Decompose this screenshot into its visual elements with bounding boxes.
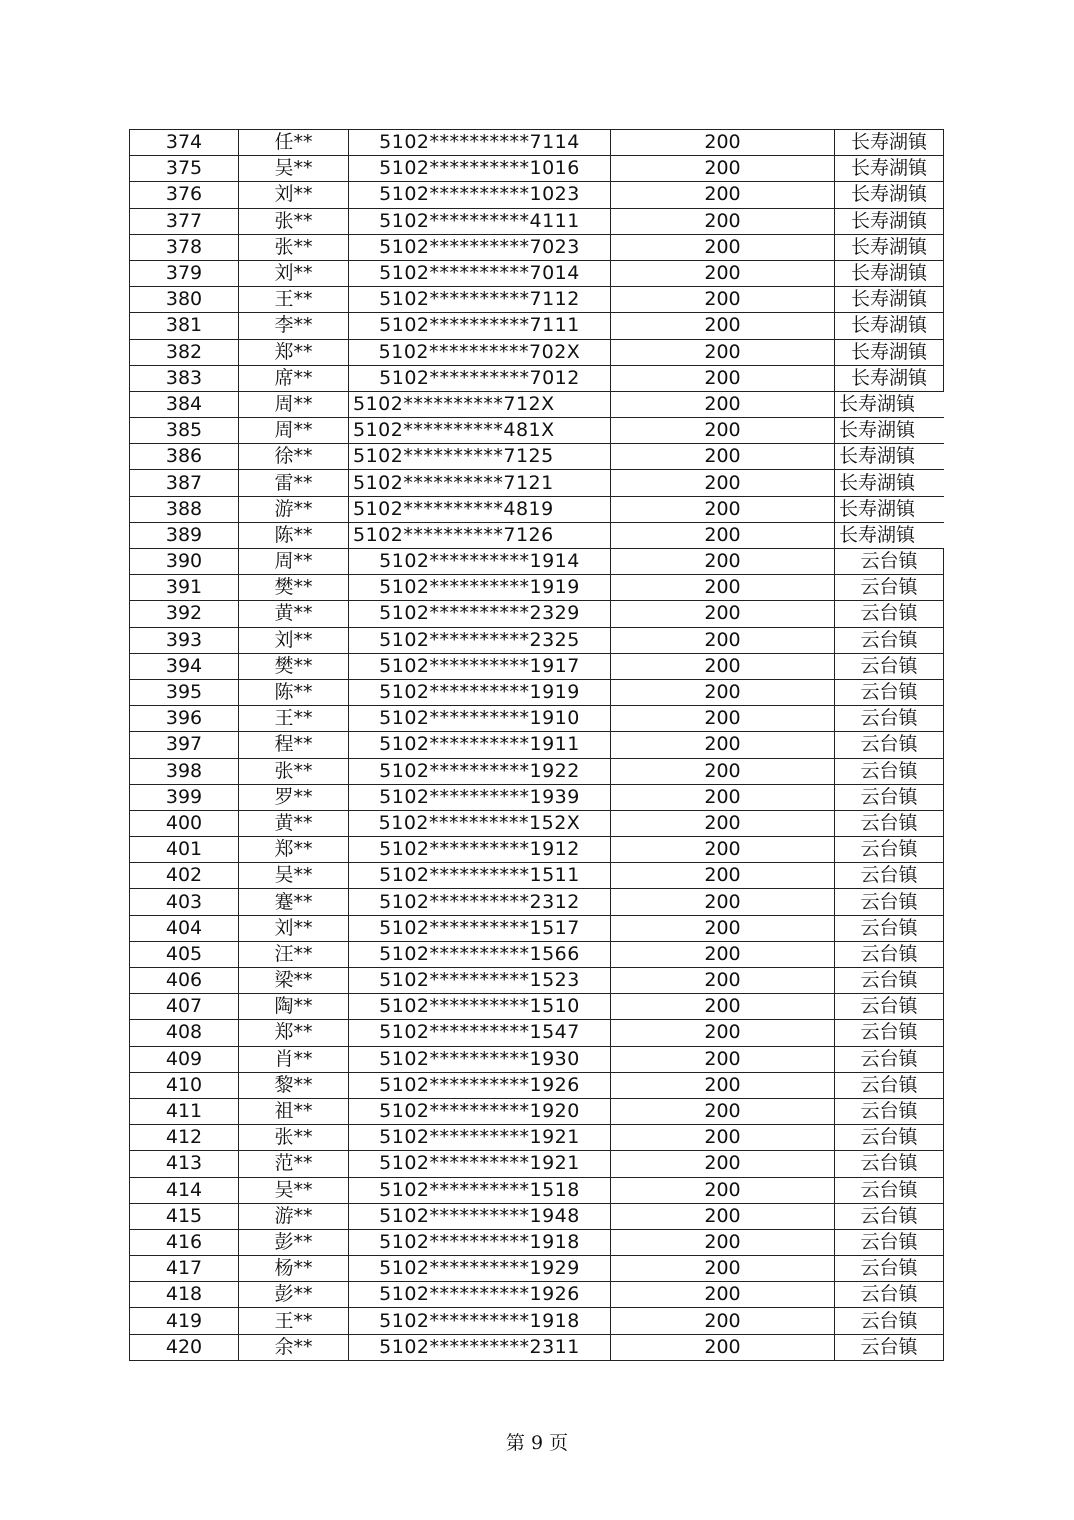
row-number-cell: 384 xyxy=(130,391,239,417)
town-cell: 云台镇 xyxy=(835,968,944,994)
amount-cell: 200 xyxy=(611,732,835,758)
id-number-cell: 5102**********7126 xyxy=(349,522,611,548)
table-row xyxy=(130,313,944,339)
town-cell: 云台镇 xyxy=(835,732,944,758)
amount-cell: 200 xyxy=(611,1229,835,1255)
row-number-cell: 390 xyxy=(130,549,239,575)
row-number-cell: 380 xyxy=(130,287,239,313)
id-number-cell: 5102**********2311 xyxy=(349,1334,611,1360)
row-number-cell: 417 xyxy=(130,1256,239,1282)
town-cell: 云台镇 xyxy=(835,627,944,653)
row-number-cell: 416 xyxy=(130,1229,239,1255)
id-number-cell: 5102**********1921 xyxy=(349,1151,611,1177)
name-cell: 郑** xyxy=(239,837,349,863)
id-number-cell: 5102**********702X xyxy=(349,339,611,365)
town-cell: 云台镇 xyxy=(835,810,944,836)
table-row xyxy=(130,679,944,705)
id-number-cell: 5102**********7121 xyxy=(349,470,611,496)
id-number-cell: 5102**********7125 xyxy=(349,444,611,470)
row-number-cell: 406 xyxy=(130,968,239,994)
town-cell: 云台镇 xyxy=(835,1203,944,1229)
name-cell: 张** xyxy=(239,758,349,784)
name-cell: 刘** xyxy=(239,915,349,941)
id-number-cell: 5102**********1929 xyxy=(349,1256,611,1282)
row-number-cell: 387 xyxy=(130,470,239,496)
row-number-cell: 415 xyxy=(130,1203,239,1229)
amount-cell: 200 xyxy=(611,784,835,810)
row-number-cell: 407 xyxy=(130,994,239,1020)
town-cell: 长寿湖镇 xyxy=(835,182,944,208)
name-cell: 蹇** xyxy=(239,889,349,915)
amount-cell: 200 xyxy=(611,968,835,994)
row-number-cell: 379 xyxy=(130,260,239,286)
table-row xyxy=(130,418,944,444)
town-cell: 云台镇 xyxy=(835,653,944,679)
name-cell: 刘** xyxy=(239,182,349,208)
table-row xyxy=(130,575,944,601)
table-row xyxy=(130,260,944,286)
row-number-cell: 398 xyxy=(130,758,239,784)
table-row xyxy=(130,522,944,548)
amount-cell: 200 xyxy=(611,1177,835,1203)
id-number-cell: 5102**********1566 xyxy=(349,941,611,967)
table-body xyxy=(130,130,944,1361)
table-row xyxy=(130,1151,944,1177)
row-number-cell: 401 xyxy=(130,837,239,863)
name-cell: 程** xyxy=(239,732,349,758)
amount-cell: 200 xyxy=(611,208,835,234)
town-cell: 云台镇 xyxy=(835,1334,944,1360)
table-row xyxy=(130,1282,944,1308)
amount-cell: 200 xyxy=(611,915,835,941)
row-number-cell: 409 xyxy=(130,1046,239,1072)
row-number-cell: 412 xyxy=(130,1125,239,1151)
town-cell: 长寿湖镇 xyxy=(835,496,944,522)
id-number-cell: 5102**********1919 xyxy=(349,679,611,705)
id-number-cell: 5102**********1523 xyxy=(349,968,611,994)
id-number-cell: 5102**********481X xyxy=(349,418,611,444)
name-cell: 刘** xyxy=(239,627,349,653)
name-cell: 陶** xyxy=(239,994,349,1020)
name-cell: 游** xyxy=(239,496,349,522)
amount-cell: 200 xyxy=(611,418,835,444)
id-number-cell: 5102**********1922 xyxy=(349,758,611,784)
town-cell: 云台镇 xyxy=(835,1282,944,1308)
name-cell: 李** xyxy=(239,313,349,339)
row-number-cell: 408 xyxy=(130,1020,239,1046)
town-cell: 长寿湖镇 xyxy=(835,234,944,260)
id-number-cell: 5102**********1926 xyxy=(349,1282,611,1308)
id-number-cell: 5102**********712X xyxy=(349,391,611,417)
amount-cell: 200 xyxy=(611,706,835,732)
town-cell: 云台镇 xyxy=(835,549,944,575)
amount-cell: 200 xyxy=(611,1282,835,1308)
name-cell: 祖** xyxy=(239,1098,349,1124)
amount-cell: 200 xyxy=(611,1308,835,1334)
table-row xyxy=(130,130,944,156)
amount-cell: 200 xyxy=(611,679,835,705)
table-row xyxy=(130,941,944,967)
amount-cell: 200 xyxy=(611,391,835,417)
row-number-cell: 376 xyxy=(130,182,239,208)
amount-cell: 200 xyxy=(611,260,835,286)
amount-cell: 200 xyxy=(611,1125,835,1151)
id-number-cell: 5102**********1920 xyxy=(349,1098,611,1124)
row-number-cell: 393 xyxy=(130,627,239,653)
id-number-cell: 5102**********1911 xyxy=(349,732,611,758)
amount-cell: 200 xyxy=(611,549,835,575)
name-cell: 周** xyxy=(239,391,349,417)
name-cell: 余** xyxy=(239,1334,349,1360)
name-cell: 郑** xyxy=(239,339,349,365)
town-cell: 长寿湖镇 xyxy=(835,470,944,496)
name-cell: 汪** xyxy=(239,941,349,967)
row-number-cell: 397 xyxy=(130,732,239,758)
town-cell: 云台镇 xyxy=(835,758,944,784)
row-number-cell: 411 xyxy=(130,1098,239,1124)
table-row xyxy=(130,1046,944,1072)
table-row xyxy=(130,1125,944,1151)
name-cell: 梁** xyxy=(239,968,349,994)
amount-cell: 200 xyxy=(611,313,835,339)
id-number-cell: 5102**********7111 xyxy=(349,313,611,339)
name-cell: 张** xyxy=(239,208,349,234)
name-cell: 任** xyxy=(239,130,349,156)
town-cell: 云台镇 xyxy=(835,601,944,627)
row-number-cell: 381 xyxy=(130,313,239,339)
row-number-cell: 383 xyxy=(130,365,239,391)
table-row xyxy=(130,287,944,313)
amount-cell: 200 xyxy=(611,601,835,627)
row-number-cell: 403 xyxy=(130,889,239,915)
row-number-cell: 413 xyxy=(130,1151,239,1177)
row-number-cell: 402 xyxy=(130,863,239,889)
name-cell: 张** xyxy=(239,234,349,260)
name-cell: 吴** xyxy=(239,863,349,889)
table-row xyxy=(130,810,944,836)
name-cell: 杨** xyxy=(239,1256,349,1282)
id-number-cell: 5102**********7023 xyxy=(349,234,611,260)
amount-cell: 200 xyxy=(611,941,835,967)
row-number-cell: 405 xyxy=(130,941,239,967)
name-cell: 吴** xyxy=(239,156,349,182)
amount-cell: 200 xyxy=(611,653,835,679)
table-row xyxy=(130,601,944,627)
id-number-cell: 5102**********152X xyxy=(349,810,611,836)
id-number-cell: 5102**********4819 xyxy=(349,496,611,522)
name-cell: 彭** xyxy=(239,1229,349,1255)
table-row xyxy=(130,1098,944,1124)
town-cell: 云台镇 xyxy=(835,679,944,705)
id-number-cell: 5102**********1914 xyxy=(349,549,611,575)
amount-cell: 200 xyxy=(611,130,835,156)
row-number-cell: 388 xyxy=(130,496,239,522)
town-cell: 长寿湖镇 xyxy=(835,339,944,365)
town-cell: 云台镇 xyxy=(835,863,944,889)
name-cell: 范** xyxy=(239,1151,349,1177)
amount-cell: 200 xyxy=(611,575,835,601)
id-number-cell: 5102**********4111 xyxy=(349,208,611,234)
town-cell: 云台镇 xyxy=(835,1125,944,1151)
name-cell: 雷** xyxy=(239,470,349,496)
town-cell: 长寿湖镇 xyxy=(835,522,944,548)
amount-cell: 200 xyxy=(611,287,835,313)
id-number-cell: 5102**********1921 xyxy=(349,1125,611,1151)
name-cell: 黄** xyxy=(239,810,349,836)
id-number-cell: 5102**********1926 xyxy=(349,1072,611,1098)
id-number-cell: 5102**********1511 xyxy=(349,863,611,889)
table-row xyxy=(130,496,944,522)
amount-cell: 200 xyxy=(611,444,835,470)
town-cell: 云台镇 xyxy=(835,1177,944,1203)
amount-cell: 200 xyxy=(611,182,835,208)
name-cell: 张** xyxy=(239,1125,349,1151)
town-cell: 云台镇 xyxy=(835,994,944,1020)
table-row xyxy=(130,1229,944,1255)
amount-cell: 200 xyxy=(611,1334,835,1360)
town-cell: 云台镇 xyxy=(835,1020,944,1046)
name-cell: 席** xyxy=(239,365,349,391)
id-number-cell: 5102**********1016 xyxy=(349,156,611,182)
town-cell: 长寿湖镇 xyxy=(835,444,944,470)
row-number-cell: 414 xyxy=(130,1177,239,1203)
id-number-cell: 5102**********7014 xyxy=(349,260,611,286)
amount-cell: 200 xyxy=(611,1072,835,1098)
amount-cell: 200 xyxy=(611,156,835,182)
row-number-cell: 420 xyxy=(130,1334,239,1360)
table-row xyxy=(130,994,944,1020)
town-cell: 云台镇 xyxy=(835,837,944,863)
row-number-cell: 418 xyxy=(130,1282,239,1308)
id-number-cell: 5102**********1547 xyxy=(349,1020,611,1046)
name-cell: 黄** xyxy=(239,601,349,627)
amount-cell: 200 xyxy=(611,837,835,863)
town-cell: 云台镇 xyxy=(835,915,944,941)
id-number-cell: 5102**********1517 xyxy=(349,915,611,941)
id-number-cell: 5102**********1918 xyxy=(349,1308,611,1334)
amount-cell: 200 xyxy=(611,1256,835,1282)
row-number-cell: 396 xyxy=(130,706,239,732)
row-number-cell: 382 xyxy=(130,339,239,365)
amount-cell: 200 xyxy=(611,994,835,1020)
amount-cell: 200 xyxy=(611,758,835,784)
table-row xyxy=(130,549,944,575)
amount-cell: 200 xyxy=(611,1203,835,1229)
table-row xyxy=(130,732,944,758)
town-cell: 长寿湖镇 xyxy=(835,418,944,444)
row-number-cell: 399 xyxy=(130,784,239,810)
table-row xyxy=(130,470,944,496)
table-row xyxy=(130,863,944,889)
id-number-cell: 5102**********1912 xyxy=(349,837,611,863)
name-cell: 陈** xyxy=(239,679,349,705)
amount-cell: 200 xyxy=(611,863,835,889)
town-cell: 云台镇 xyxy=(835,1229,944,1255)
name-cell: 吴** xyxy=(239,1177,349,1203)
town-cell: 云台镇 xyxy=(835,1046,944,1072)
table-row xyxy=(130,837,944,863)
name-cell: 樊** xyxy=(239,653,349,679)
id-number-cell: 5102**********7112 xyxy=(349,287,611,313)
town-cell: 云台镇 xyxy=(835,1072,944,1098)
table-row xyxy=(130,1334,944,1360)
row-number-cell: 374 xyxy=(130,130,239,156)
name-cell: 肖** xyxy=(239,1046,349,1072)
row-number-cell: 378 xyxy=(130,234,239,260)
town-cell: 云台镇 xyxy=(835,1098,944,1124)
table-row xyxy=(130,1203,944,1229)
name-cell: 黎** xyxy=(239,1072,349,1098)
id-number-cell: 5102**********7114 xyxy=(349,130,611,156)
town-cell: 长寿湖镇 xyxy=(835,313,944,339)
town-cell: 云台镇 xyxy=(835,1308,944,1334)
row-number-cell: 400 xyxy=(130,810,239,836)
amount-cell: 200 xyxy=(611,496,835,522)
id-number-cell: 5102**********2325 xyxy=(349,627,611,653)
row-number-cell: 389 xyxy=(130,522,239,548)
name-cell: 周** xyxy=(239,549,349,575)
id-number-cell: 5102**********1919 xyxy=(349,575,611,601)
town-cell: 云台镇 xyxy=(835,706,944,732)
table-row xyxy=(130,444,944,470)
name-cell: 王** xyxy=(239,706,349,732)
table-row xyxy=(130,627,944,653)
name-cell: 罗** xyxy=(239,784,349,810)
beneficiary-table xyxy=(129,129,944,1361)
table-row xyxy=(130,1072,944,1098)
amount-cell: 200 xyxy=(611,339,835,365)
table-row xyxy=(130,156,944,182)
table-row xyxy=(130,968,944,994)
town-cell: 云台镇 xyxy=(835,575,944,601)
page-number: 第 9 页 xyxy=(505,1432,569,1454)
row-number-cell: 395 xyxy=(130,679,239,705)
row-number-cell: 377 xyxy=(130,208,239,234)
amount-cell: 200 xyxy=(611,470,835,496)
name-cell: 徐** xyxy=(239,444,349,470)
town-cell: 长寿湖镇 xyxy=(835,260,944,286)
table-row xyxy=(130,208,944,234)
amount-cell: 200 xyxy=(611,1020,835,1046)
name-cell: 王** xyxy=(239,1308,349,1334)
amount-cell: 200 xyxy=(611,1151,835,1177)
name-cell: 游** xyxy=(239,1203,349,1229)
table-row xyxy=(130,391,944,417)
amount-cell: 200 xyxy=(611,365,835,391)
table-row xyxy=(130,339,944,365)
town-cell: 云台镇 xyxy=(835,889,944,915)
id-number-cell: 5102**********1910 xyxy=(349,706,611,732)
id-number-cell: 5102**********1518 xyxy=(349,1177,611,1203)
row-number-cell: 386 xyxy=(130,444,239,470)
table-row xyxy=(130,653,944,679)
town-cell: 云台镇 xyxy=(835,941,944,967)
amount-cell: 200 xyxy=(611,1098,835,1124)
table-row xyxy=(130,234,944,260)
id-number-cell: 5102**********1948 xyxy=(349,1203,611,1229)
amount-cell: 200 xyxy=(611,889,835,915)
name-cell: 陈** xyxy=(239,522,349,548)
row-number-cell: 375 xyxy=(130,156,239,182)
table-row xyxy=(130,182,944,208)
table-row xyxy=(130,915,944,941)
table-row xyxy=(130,1177,944,1203)
table-row xyxy=(130,889,944,915)
town-cell: 长寿湖镇 xyxy=(835,391,944,417)
table-row xyxy=(130,706,944,732)
name-cell: 樊** xyxy=(239,575,349,601)
id-number-cell: 5102**********1917 xyxy=(349,653,611,679)
town-cell: 长寿湖镇 xyxy=(835,156,944,182)
id-number-cell: 5102**********7012 xyxy=(349,365,611,391)
table-row xyxy=(130,365,944,391)
town-cell: 云台镇 xyxy=(835,1256,944,1282)
town-cell: 长寿湖镇 xyxy=(835,287,944,313)
id-number-cell: 5102**********1023 xyxy=(349,182,611,208)
town-cell: 长寿湖镇 xyxy=(835,208,944,234)
row-number-cell: 391 xyxy=(130,575,239,601)
row-number-cell: 419 xyxy=(130,1308,239,1334)
id-number-cell: 5102**********1930 xyxy=(349,1046,611,1072)
amount-cell: 200 xyxy=(611,1046,835,1072)
table-row xyxy=(130,1308,944,1334)
name-cell: 郑** xyxy=(239,1020,349,1046)
name-cell: 周** xyxy=(239,418,349,444)
row-number-cell: 394 xyxy=(130,653,239,679)
id-number-cell: 5102**********1939 xyxy=(349,784,611,810)
id-number-cell: 5102**********1918 xyxy=(349,1229,611,1255)
town-cell: 云台镇 xyxy=(835,784,944,810)
name-cell: 王** xyxy=(239,287,349,313)
amount-cell: 200 xyxy=(611,234,835,260)
table-row xyxy=(130,1020,944,1046)
table-row xyxy=(130,1256,944,1282)
row-number-cell: 385 xyxy=(130,418,239,444)
amount-cell: 200 xyxy=(611,810,835,836)
name-cell: 刘** xyxy=(239,260,349,286)
table-row xyxy=(130,784,944,810)
table-row xyxy=(130,758,944,784)
amount-cell: 200 xyxy=(611,627,835,653)
id-number-cell: 5102**********1510 xyxy=(349,994,611,1020)
amount-cell: 200 xyxy=(611,522,835,548)
town-cell: 长寿湖镇 xyxy=(835,365,944,391)
row-number-cell: 404 xyxy=(130,915,239,941)
id-number-cell: 5102**********2312 xyxy=(349,889,611,915)
row-number-cell: 410 xyxy=(130,1072,239,1098)
name-cell: 彭** xyxy=(239,1282,349,1308)
row-number-cell: 392 xyxy=(130,601,239,627)
id-number-cell: 5102**********2329 xyxy=(349,601,611,627)
town-cell: 云台镇 xyxy=(835,1151,944,1177)
town-cell: 长寿湖镇 xyxy=(835,130,944,156)
